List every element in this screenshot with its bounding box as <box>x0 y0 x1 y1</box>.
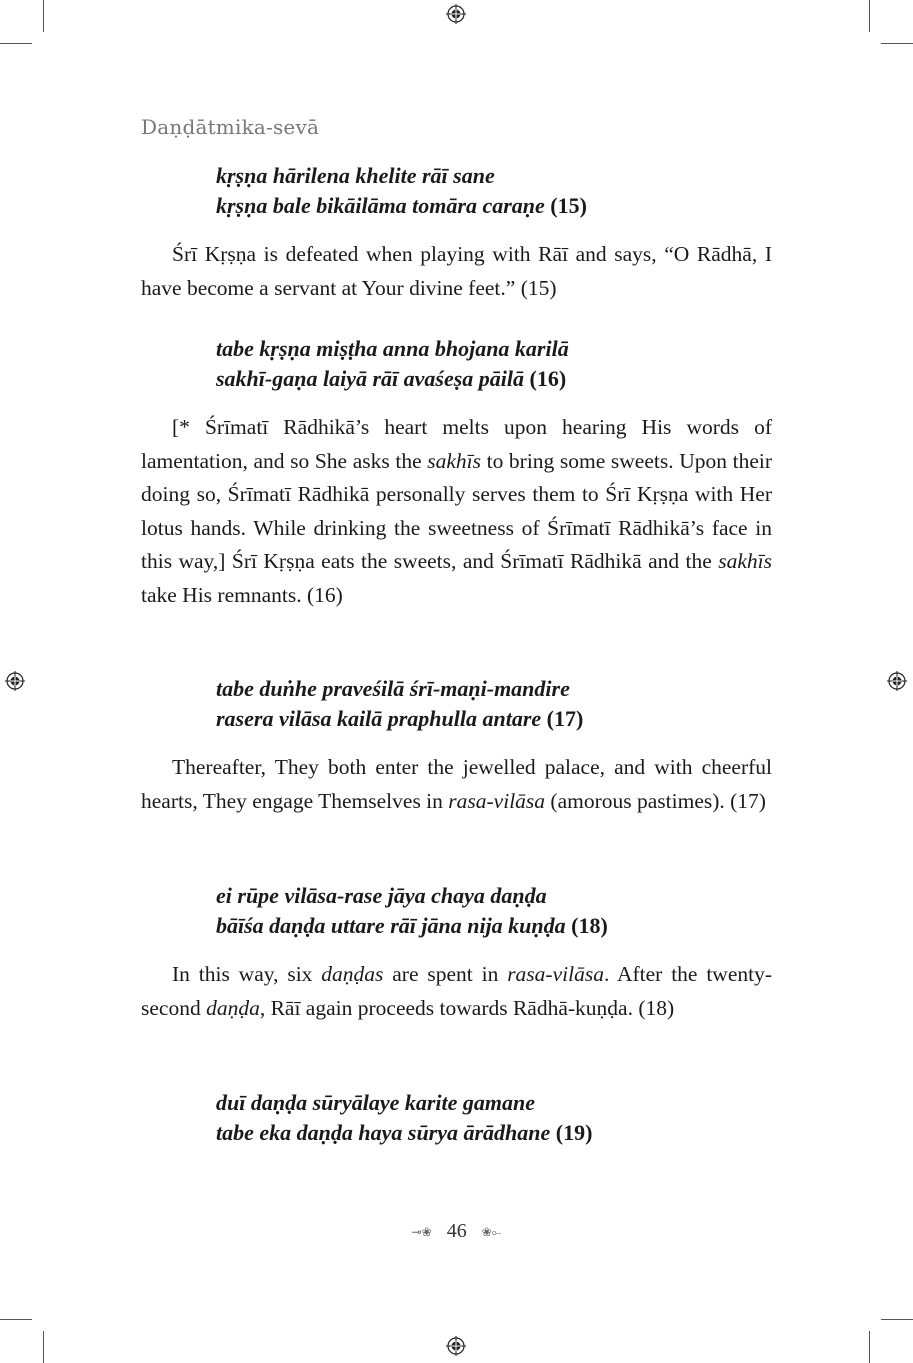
verse-line-text: bāīśa daṇḍa uttare rāī jāna nija kuṇḍa <box>216 913 566 938</box>
italic-term: rasa-vilāsa <box>448 788 546 813</box>
running-head: Daṇḍātmika-sevā <box>141 115 320 139</box>
text-run: In this way, six <box>172 962 322 986</box>
crop-mark <box>0 43 32 44</box>
verse-line-text: kṛṣṇa bale bikāilāma tomāra caraṇe <box>216 193 545 218</box>
verse-line <box>216 1118 592 1148</box>
crop-mark <box>43 1331 44 1363</box>
translation-15: Śrī Kṛṣṇa is defeated when playing with Rāī and says, “O Rādhā, I have become a servant at Your divine feet.” (15) <box>141 242 772 300</box>
italic-term: rasa-vilāsa <box>507 962 604 986</box>
registration-mark-icon <box>5 671 25 691</box>
registration-mark-icon <box>446 4 466 24</box>
text-run: Thereafter, They both enter the jewelled palace, and with cheerful hearts, They engage Themselves in <box>141 755 772 813</box>
ornament-right-icon: ❀⟜ <box>481 1224 502 1239</box>
verse-number: (16) <box>529 366 567 391</box>
verse-number: (15) <box>550 193 587 218</box>
verse-line: ei rūpe vilāsa-rase jāya chaya daṇḍa <box>216 883 547 908</box>
italic-term: sakhīs <box>718 549 772 573</box>
verse-16 <box>216 334 569 394</box>
verse-line <box>216 704 583 734</box>
ornament-left-icon: ⊸❀ <box>411 1224 432 1239</box>
text-run: , Rāī again proceeds towards Rādhā-kuṇḍa. (18) <box>259 995 675 1020</box>
crop-mark <box>881 43 913 44</box>
verse-17 <box>216 674 583 734</box>
verse-18 <box>216 881 608 941</box>
verse-line: tabe duṅhe praveśilā śrī-maṇi-mandire <box>216 676 570 701</box>
text-run: take His remnants. (16) <box>141 582 343 607</box>
verse-line-text: tabe eka daṇḍa haya sūrya ārādhane <box>216 1120 551 1145</box>
verse-19 <box>216 1088 592 1148</box>
verse-number: (18) <box>571 913 608 938</box>
page-number: 46 <box>446 1220 467 1242</box>
translation-16 <box>141 411 772 612</box>
verse-line: kṛṣṇa hārilena khelite rāī sane <box>216 163 495 188</box>
crop-mark <box>869 1331 870 1363</box>
text-run: . After the twenty-second <box>141 962 772 1020</box>
verse-line: duī daṇḍa sūryālaye karite gamane <box>216 1090 536 1115</box>
text-run: are spent in <box>383 962 508 986</box>
text-run: (amorous pastimes). (17) <box>545 788 766 813</box>
page-footer <box>0 1220 913 1243</box>
translation-18 <box>141 958 772 1025</box>
italic-term: daṇḍas <box>321 962 384 986</box>
registration-mark-icon <box>887 671 907 691</box>
verse-15 <box>216 161 587 221</box>
verse-number: (19) <box>555 1120 593 1145</box>
verse-line <box>216 364 569 394</box>
verse-line-text: rasera vilāsa kailā praphulla antare <box>216 706 542 731</box>
verse-line: tabe kṛṣṇa miṣṭha anna bhojana karilā <box>216 336 569 361</box>
translation-17 <box>141 751 772 818</box>
text-run: [* Śrīmatī Rādhikā’s heart melts upon hearing His words of lamentation, and so She asks the <box>141 415 772 473</box>
verse-line-text: sakhī-gaṇa laiyā rāī avaśeṣa pāilā <box>216 366 525 391</box>
verse-line <box>216 911 608 941</box>
crop-mark <box>869 0 870 32</box>
crop-mark <box>881 1319 913 1320</box>
crop-mark <box>43 0 44 32</box>
italic-term: daṇḍa <box>206 995 260 1020</box>
italic-term: sakhīs <box>427 448 481 473</box>
crop-mark <box>0 1319 32 1320</box>
verse-line <box>216 191 587 221</box>
verse-number: (17) <box>546 706 584 731</box>
registration-mark-icon <box>446 1336 466 1356</box>
text-run: to bring some sweets. Upon their doing so, Śrīmatī Rādhikā personally serves them to Śrī Kṛṣṇa with Her lotus hands. While drinking the sweetness of Śrīmatī Rādhikā’s face in this way,] Śrī Kṛṣṇa eats the sweets, and Śrīmatī Rādhikā and the <box>141 448 772 573</box>
